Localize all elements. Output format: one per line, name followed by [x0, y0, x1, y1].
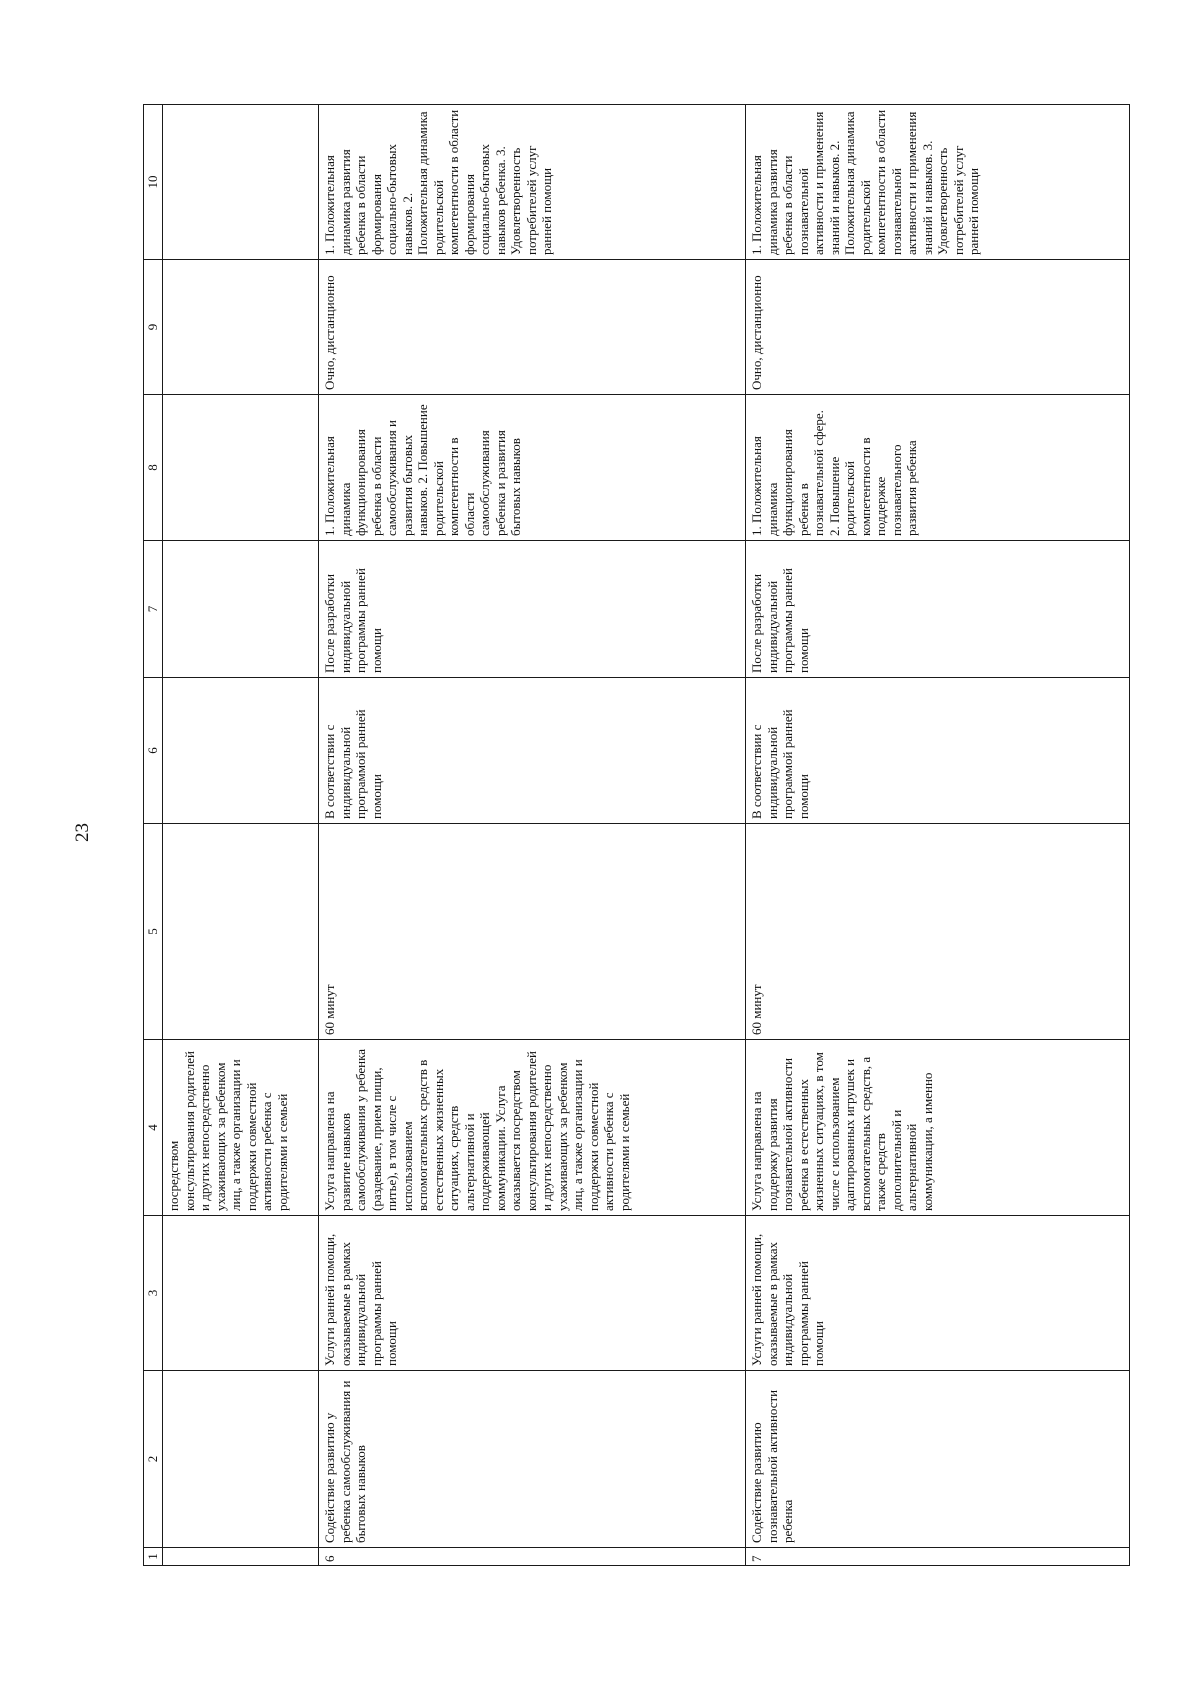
service-duration: 60 минут	[319, 824, 746, 1040]
header-cell: 6	[144, 678, 163, 824]
service-criteria: 1. Положительная динамика развития ребенка в области познавательной активности и применения знаний и навыков. 2. Положительная динамика родительской компетентности в области познавательной активности и применения знаний и навыков. 3. Удовлетворенность потребителей услуг ранней помощи	[746, 105, 1130, 260]
service-start: После разработки индивидуальной программы ранней помощи	[746, 541, 1130, 678]
service-form: Очно, дистанционно	[319, 260, 746, 395]
service-description: Услуга направлена на развитие навыков самообслуживания у ребенка (раздевание, прием пищи, питье), в том числе с использованием вспомогательных средств в естественных жизненных ситуациях, средств альтернативной и поддерживающей коммуникации. Услуга оказывается посредством консультирования родителей и других непосредственно ухаживающих за ребенком лиц, а также организации и поддержки совместной активности ребенка с родителями и семьей	[319, 1040, 746, 1216]
header-cell: 8	[144, 395, 163, 541]
service-duration: 60 минут	[746, 824, 1130, 1040]
page-number: 23	[72, 823, 93, 842]
service-form: Очно, дистанционно	[746, 260, 1130, 395]
service-category	[163, 1216, 319, 1371]
row-number: 6	[319, 1548, 746, 1566]
header-cell: 10	[144, 105, 163, 260]
service-form	[163, 260, 319, 395]
service-result: 1. Положительная динамика функционирования ребенка в области самообслуживания и развития бытовых навыков. 2. Повышение родительской компетентности в области самообслуживания ребенка и развития бытовых навыков	[319, 395, 746, 541]
row-number	[163, 1548, 319, 1566]
service-result: 1. Положительная динамика функционирования ребенка в познавательной сфере. 2. Повышение родительской компетентности в поддержке познавательного развития ребенка	[746, 395, 1130, 541]
service-category: Услуги ранней помощи, оказываемые в рамках индивидуальной программы ранней помощи	[746, 1216, 1130, 1371]
service-name	[163, 1371, 319, 1548]
service-description: Услуга направлена на поддержку развития познавательной активности ребенка в естественных жизненных ситуациях, в том числе с использованием адаптированных игрушек и вспомогательных средств, а также средств дополнительной и альтернативной коммуникации, а именно	[746, 1040, 1130, 1216]
service-name: Содействие развитию познавательной активности ребенка	[746, 1371, 1130, 1548]
service-description: посредством консультирования родителей и других непосредственно ухаживающих за ребенком лиц, а также организации и поддержки совместной активности ребенка с родителями и семьей	[163, 1040, 319, 1216]
header-cell: 2	[144, 1371, 163, 1548]
services-table	[143, 104, 1130, 1566]
table-row-6	[319, 105, 746, 1566]
row-number: 7	[746, 1548, 1130, 1566]
header-cell: 4	[144, 1040, 163, 1216]
column-number-row	[144, 105, 163, 1566]
header-cell: 1	[144, 1548, 163, 1566]
header-cell: 7	[144, 541, 163, 678]
header-cell: 3	[144, 1216, 163, 1371]
service-criteria	[163, 105, 319, 260]
service-frequency	[163, 678, 319, 824]
header-cell: 9	[144, 260, 163, 395]
service-duration	[163, 824, 319, 1040]
service-frequency: В соответствии с индивидуальной программой ранней помощи	[746, 678, 1130, 824]
table-row-continuation	[163, 105, 319, 1566]
table-row-7	[746, 105, 1130, 1566]
service-start: После разработки индивидуальной программы ранней помощи	[319, 541, 746, 678]
service-start	[163, 541, 319, 678]
service-criteria: 1. Положительная динамика развития ребенка в области формирования социально-бытовых навыков. 2. Положительная динамика родительской компетентности в области формирования социально-бытовых навыков ребенка. 3. Удовлетворенность потребителей услуг ранней помощи	[319, 105, 746, 260]
service-name: Содействие развитию у ребенка самообслуживания и бытовых навыков	[319, 1371, 746, 1548]
service-category: Услуги ранней помощи, оказываемые в рамках индивидуальной программы ранней помощи	[319, 1216, 746, 1371]
service-result	[163, 395, 319, 541]
header-cell: 5	[144, 824, 163, 1040]
service-frequency: В соответствии с индивидуальной программой ранней помощи	[319, 678, 746, 824]
services-table-wrapper	[143, 105, 1138, 1566]
